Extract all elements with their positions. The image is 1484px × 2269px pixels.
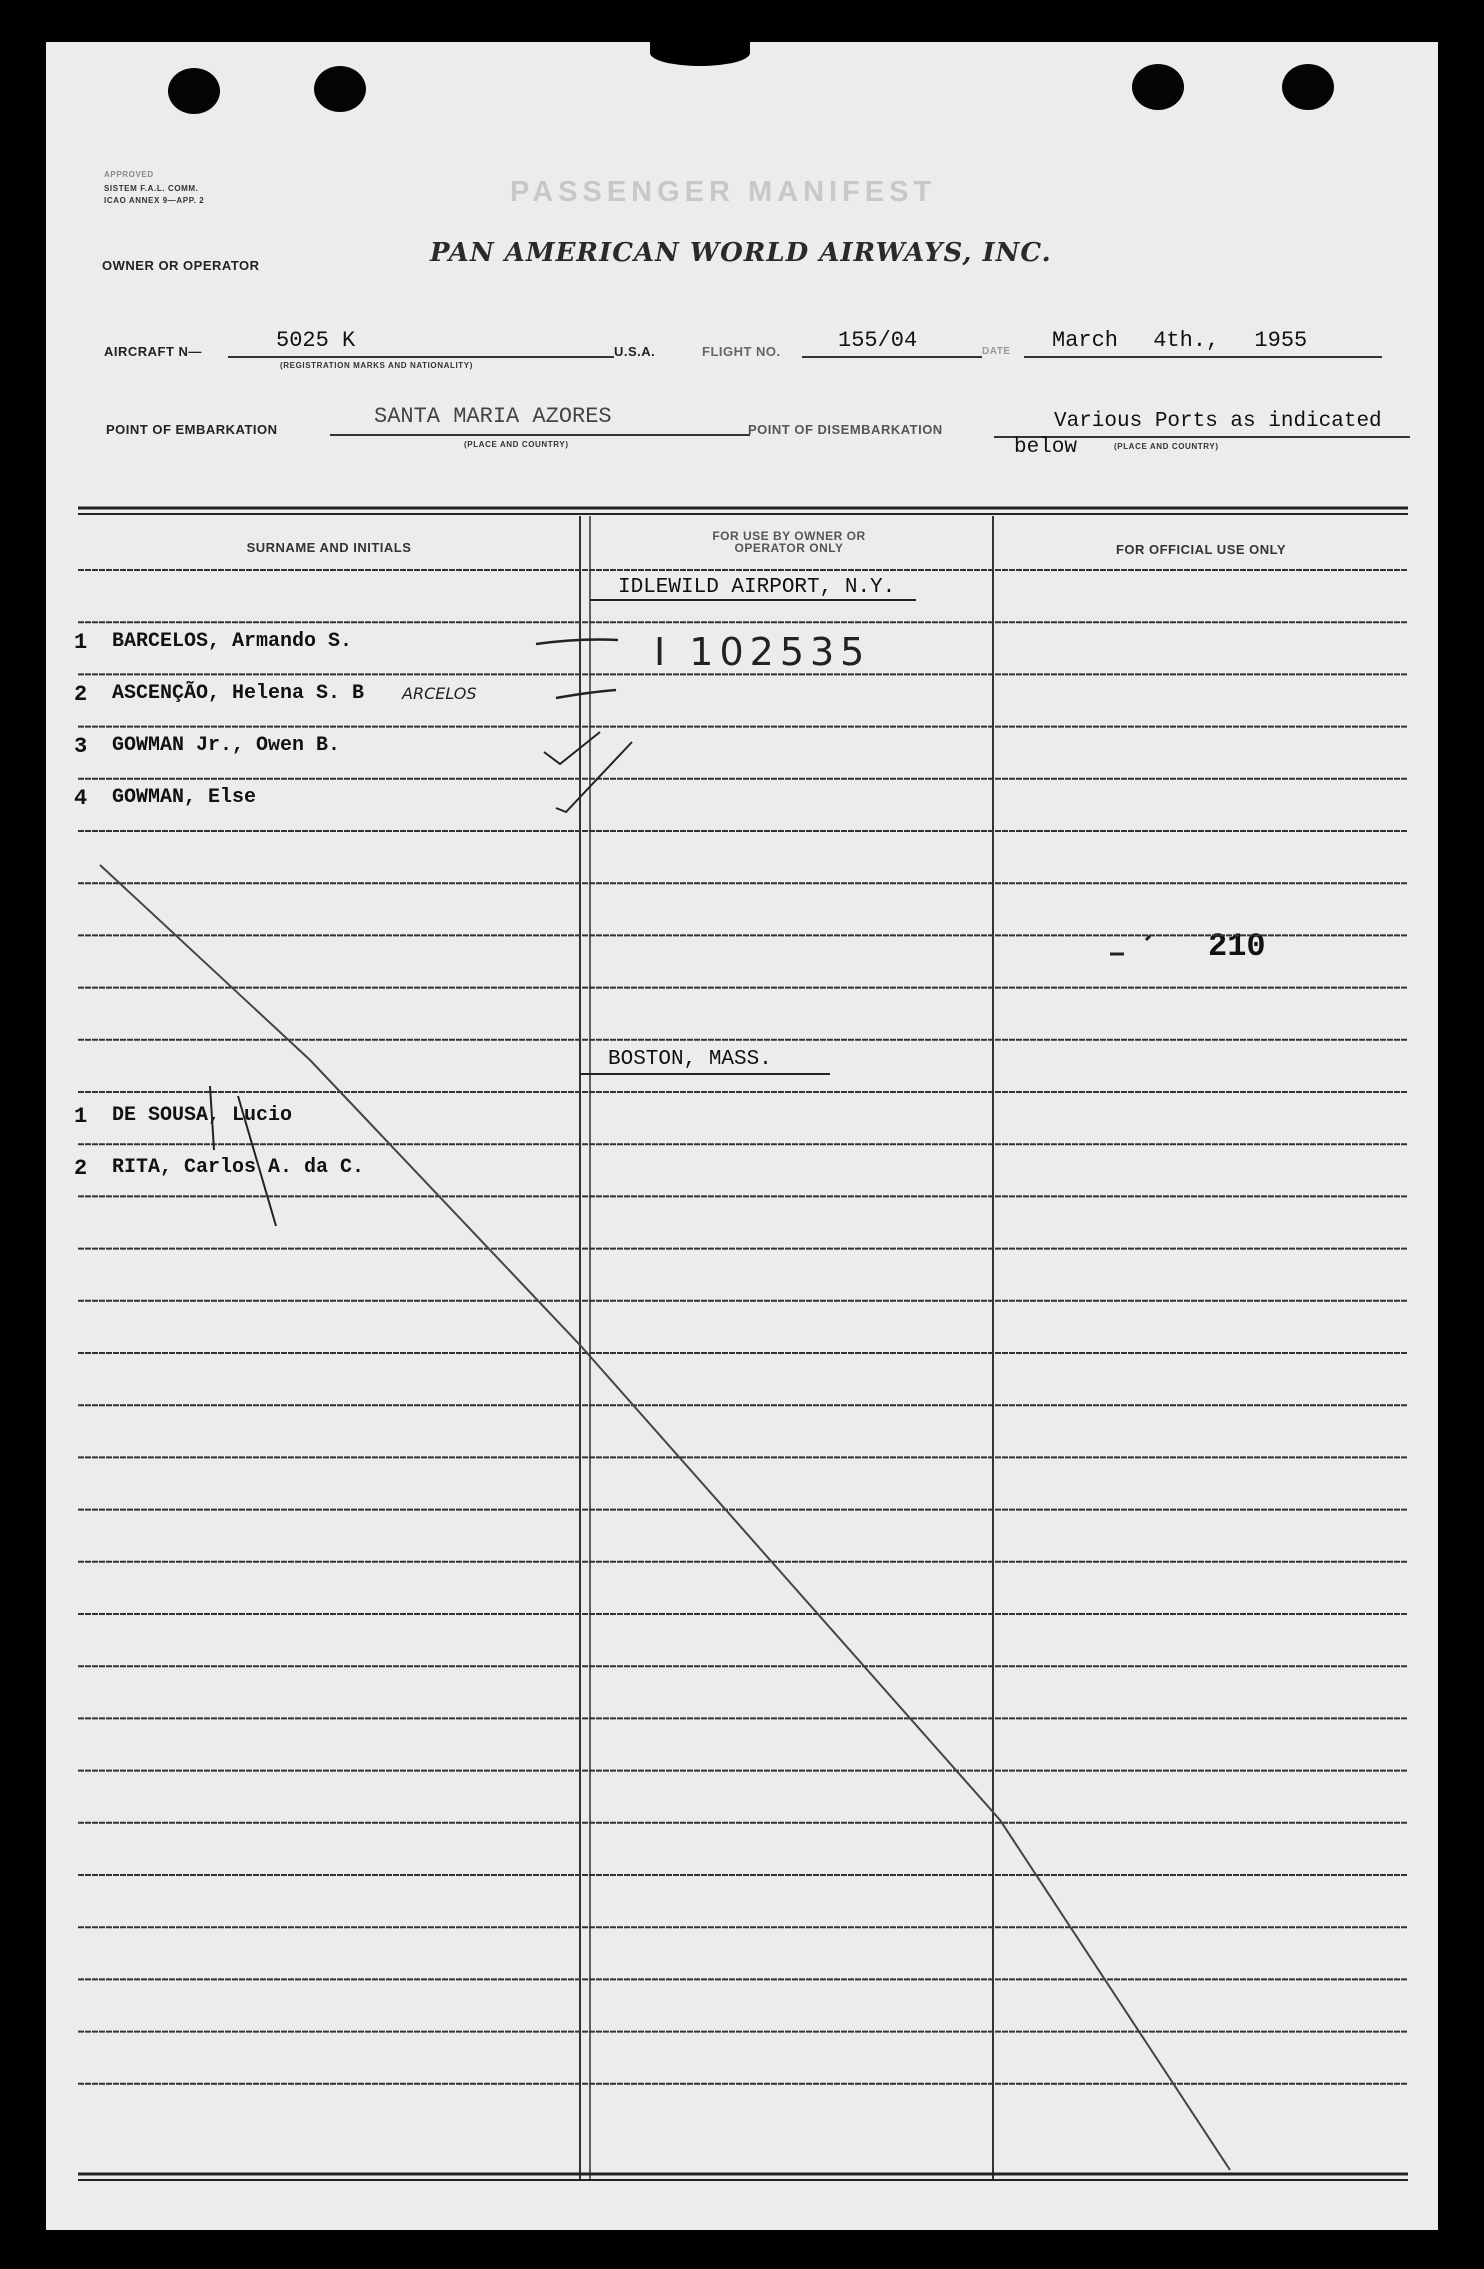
passenger-number: 1 bbox=[74, 1104, 88, 1129]
embark-label: POINT OF EMBARKATION bbox=[106, 422, 278, 437]
pen-mark bbox=[238, 1096, 276, 1226]
aircraft-label: AIRCRAFT N— bbox=[104, 344, 202, 359]
aircraft-value: 5025 K bbox=[276, 328, 356, 353]
approval-line: ICAO ANNEX 9—APP. 2 bbox=[104, 196, 205, 205]
aircraft-sublabel: (REGISTRATION MARKS AND NATIONALITY) bbox=[280, 361, 473, 370]
date-label: DATE bbox=[982, 346, 1011, 357]
official-stamp-number: 210 bbox=[1208, 928, 1266, 965]
passenger-name: BARCELOS, Armando S. bbox=[112, 630, 353, 653]
destination-idlewild: IDLEWILD AIRPORT, N.Y. bbox=[618, 576, 896, 599]
usa-label: U.S.A. bbox=[614, 344, 656, 359]
owner-value: PAN AMERICAN WORLD AIRWAYS, INC. bbox=[430, 238, 1052, 268]
flight-value: 155/04 bbox=[838, 328, 918, 353]
disembark-label: POINT OF DISEMBARKATION bbox=[748, 422, 943, 437]
passenger-name: GOWMAN, Else bbox=[112, 786, 257, 809]
disembark-sublabel: (PLACE AND COUNTRY) bbox=[1114, 442, 1219, 451]
embark-sublabel: (PLACE AND COUNTRY) bbox=[464, 440, 569, 449]
passenger-name: GOWMAN Jr., Owen B. bbox=[112, 734, 341, 757]
passenger-name: ASCENÇÃO, Helena S. B bbox=[112, 682, 365, 705]
passenger-number: 2 bbox=[74, 682, 88, 707]
check-mark bbox=[556, 690, 616, 698]
passenger-number: 2 bbox=[74, 1156, 88, 1181]
check-mark bbox=[556, 742, 632, 812]
passenger-number: 1 bbox=[74, 630, 88, 655]
pen-mark bbox=[210, 1086, 214, 1150]
disembark-value-2: below bbox=[1014, 436, 1078, 459]
column-header-owner-use: FOR USE BY OWNER OR OPERATOR ONLY bbox=[712, 529, 866, 555]
handwritten-code: I 102535 bbox=[654, 630, 871, 674]
destination-boston: BOSTON, MASS. bbox=[608, 1048, 772, 1071]
diagonal-pen-stroke bbox=[100, 865, 1230, 2170]
approval-line: SISTEM F.A.L. COMM. bbox=[104, 184, 199, 193]
passenger-number: 3 bbox=[74, 734, 88, 759]
column-header-surname: SURNAME AND INITIALS bbox=[246, 540, 412, 555]
disembark-value-1: Various Ports as indicated bbox=[1054, 410, 1382, 433]
passenger-name: DE SOUSA, Lucio bbox=[112, 1104, 293, 1127]
pen-mark bbox=[1146, 936, 1150, 940]
passenger-number: 4 bbox=[74, 786, 88, 811]
form-title: PASSENGER MANIFEST bbox=[510, 176, 937, 208]
date-value: March 4th., 1955 bbox=[1052, 328, 1308, 353]
approval-line: APPROVED bbox=[104, 170, 154, 179]
check-mark bbox=[536, 640, 618, 645]
check-mark bbox=[544, 732, 600, 764]
embark-value: SANTA MARIA AZORES bbox=[374, 404, 612, 429]
column-header-official-use: FOR OFFICIAL USE ONLY bbox=[1115, 542, 1287, 557]
ruled-lines bbox=[78, 570, 1408, 2084]
handwritten-surname: ARCELOS bbox=[402, 684, 477, 703]
owner-label: OWNER OR OPERATOR bbox=[102, 258, 260, 273]
flight-label: FLIGHT NO. bbox=[702, 344, 781, 359]
passenger-name: RITA, Carlos A. da C. bbox=[112, 1156, 365, 1179]
